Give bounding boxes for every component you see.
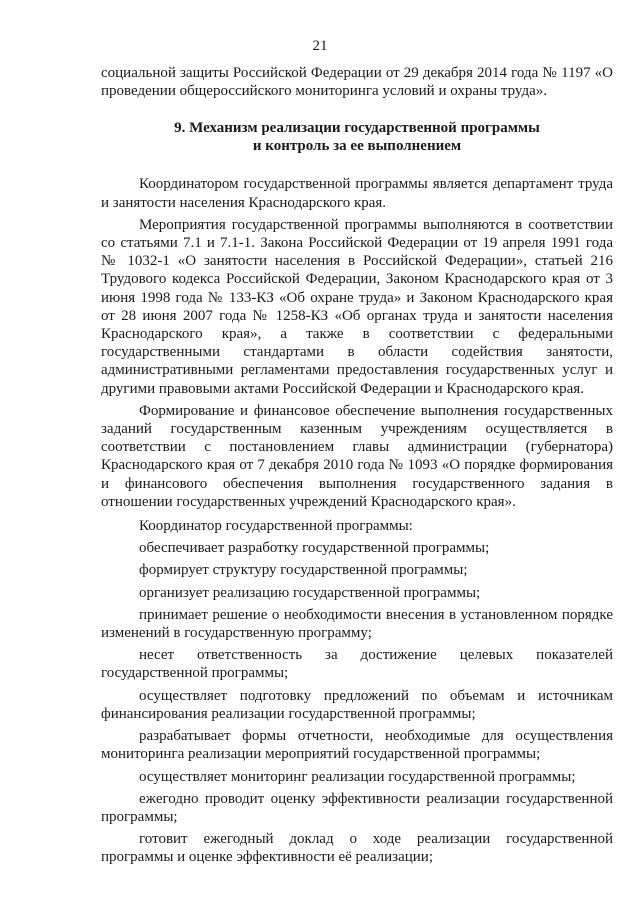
paragraph-coordinator: Координатором государственной программы является департамент труда и занятости населения Краснодарского края. [101,176,613,211]
duty-item: ежегодно проводит оценку эффективности реализации государственной программы; [101,790,613,825]
section-heading [101,119,613,155]
duty-item: формирует структуру государственной программы; [139,562,468,579]
intro-continuation: социальной защиты Российской Федерации от 29 декабря 2014 года № 1197 «О проведении общероссийского мониторинга условий и охраны труда». [101,65,613,100]
duty-item: осуществляет подготовку предложений по объемам и источникам финансирования реализации государственной программы; [101,687,613,722]
page-number: 21 [312,38,328,54]
duty-item: готовит ежегодный доклад о ходе реализации государственной программы и оценке эффективности её реализации; [101,831,613,866]
duty-item: принимает решение о необходимости внесения в установленном порядке изменений в государственную программу; [101,606,613,642]
coordinator-intro: Координатор государственной программы: [139,518,413,535]
duty-item: организует реализацию государственной программы; [139,584,481,601]
duty-item: обеспечивает разработку государственной программы; [139,540,490,557]
duty-item: осуществляет мониторинг реализации государственной программы; [139,768,576,785]
duty-item: разрабатывает формы отчетности, необходимые для осуществления мониторинга реализации мероприятий государственной программы; [101,728,613,763]
section-heading-line-1: 9. Механизм реализации государственной программы [174,120,540,137]
paragraph-legal-basis: Мероприятия государственной программы выполняются в соответствии со статьями 7.1 и 7.1-1. Закона Российской Федерации от 19 апреля 1991 года № 1032-1 «О занятости населения в Российской Федерации», статьей 216 Трудового кодекса Российской Федерации, Законом Краснодарского края от 3 июня 1998 года № 133-КЗ «Об охране труда» и Законом Краснодарского края от 28 июня 2007 года № 1258-КЗ «Об органах труда и занятости населения Краснодарского края», а также в соответствии с федеральными государственными стандартами в области содействия занятости, административными регламентами предоставления государственных услуг и другими правовыми актами Российской Федерации и Краснодарского края. [101,216,613,397]
duty-item: несет ответственность за достижение целевых показателей государственной программы; [101,647,613,682]
page-body [101,64,613,867]
paragraph-financing: Формирование и финансовое обеспечение выполнения государственных заданий государственным казенным учреждениям осуществляется в соответствии с постановлением главы администрации (губернатора) Краснодарского края от 7 декабря 2010 года № 1093 «О порядке формирования и финансового обеспечения выполнения государственного задания в отношении государственных учреждений Краснодарского края». [101,402,613,510]
coordinator-duties-list [101,517,613,866]
section-heading-line-2: и контроль за ее выполнением [252,138,462,155]
